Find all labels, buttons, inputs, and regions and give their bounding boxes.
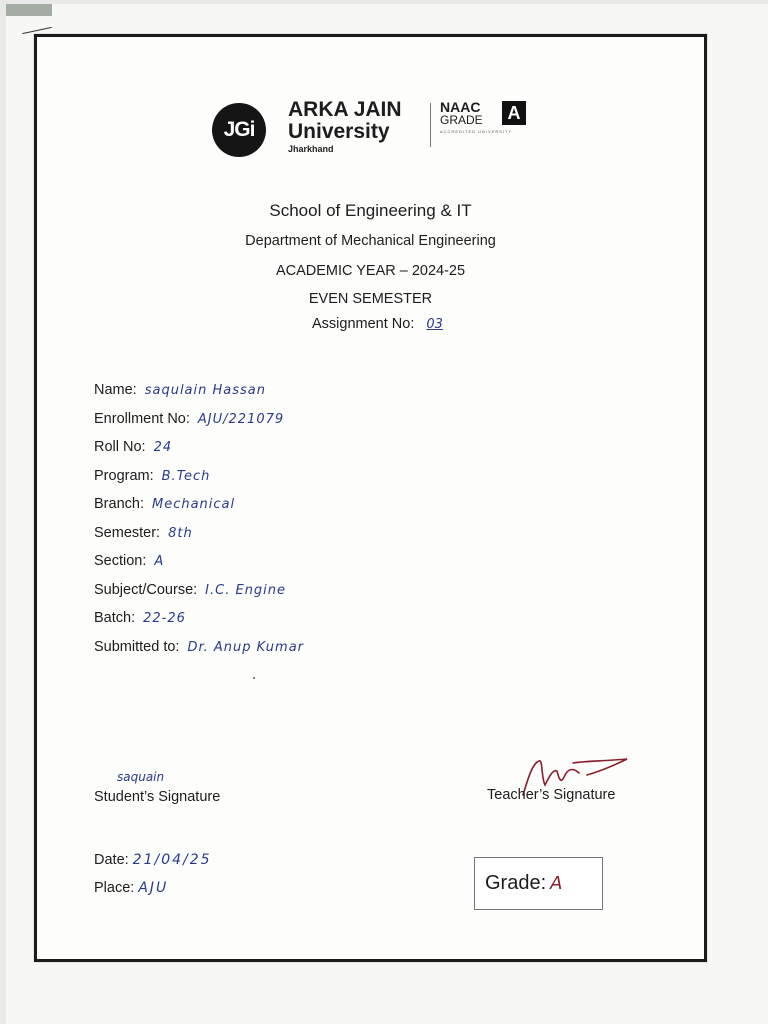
university-name-line1: ARKA JAIN (288, 98, 402, 121)
date-label: Date: (94, 852, 129, 868)
semester-type: EVEN SEMESTER (308, 291, 433, 307)
naac-label: NAAC (440, 99, 481, 115)
field-enrollment (94, 411, 304, 440)
naac-badge (440, 99, 521, 134)
university-state: Jharkhand (288, 144, 334, 154)
assignment-number: 03 (426, 317, 443, 332)
grade-box (474, 857, 603, 910)
assignment-label: Assignment No: (312, 316, 415, 332)
field-label: Submitted to: (94, 638, 180, 655)
cover-page-border (34, 34, 707, 962)
field-value: 24 (153, 440, 173, 455)
department-title: Department of Mechanical Engineering (245, 233, 496, 249)
date-value: 21/04/25 (132, 852, 212, 868)
field-batch (94, 610, 304, 639)
grade-label: Grade: (485, 872, 547, 894)
field-roll-no (94, 439, 304, 468)
field-submitted-to (94, 639, 304, 668)
field-value: Dr. Anup Kumar (187, 639, 305, 655)
stray-dot (253, 677, 255, 679)
academic-year: ACADEMIC YEAR – 2024-25 (275, 263, 466, 279)
field-program (94, 468, 304, 497)
university-logo-block (212, 99, 542, 169)
field-label: Batch: (94, 610, 136, 626)
field-value: I.C. Engine (205, 582, 287, 598)
naac-grade-label: GRADE (440, 113, 483, 127)
field-value: 22-26 (143, 611, 186, 626)
student-signature-handwriting: saquain (117, 770, 165, 784)
field-label: Roll No: (94, 439, 146, 455)
field-value: Mechanical (151, 497, 236, 512)
date-field (94, 852, 212, 868)
field-value: saqulain Hassan (144, 383, 267, 398)
place-label: Place: (94, 880, 135, 896)
student-signature-label: Student’s Signature (94, 789, 221, 805)
field-semester (94, 525, 304, 554)
naac-tagline: ACCREDITED UNIVERSITY (440, 129, 513, 134)
logo-divider (430, 103, 431, 147)
naac-grade-icon (502, 101, 526, 125)
field-value: A (154, 554, 165, 569)
field-label: Section: (94, 553, 147, 569)
paper-sheet (6, 4, 768, 1024)
field-value: 8th (168, 525, 193, 541)
field-label: Semester: (94, 524, 161, 541)
assignment-number-line (312, 316, 443, 332)
field-label: Branch: (94, 496, 144, 512)
field-label: Enrollment No: (94, 410, 190, 427)
grade-value: A (550, 873, 563, 894)
place-value: AJU (138, 880, 169, 896)
teacher-signature-label: Teacher’s Signature (487, 787, 616, 803)
naac-grade-value: A (507, 102, 521, 123)
field-branch (94, 496, 304, 525)
field-section (94, 553, 304, 582)
jgi-logo-icon (212, 103, 266, 157)
field-label: Program: (94, 467, 154, 484)
field-name (94, 382, 304, 411)
university-name-line2: University (288, 120, 390, 143)
school-title: School of Engineering & IT (269, 201, 472, 220)
field-value: AJU/221079 (197, 411, 285, 427)
jgi-logo-text: JGi (223, 118, 255, 141)
field-label: Subject/Course: (94, 581, 198, 598)
university-name (288, 99, 402, 155)
field-subject (94, 582, 304, 611)
scan-edge-mark (6, 4, 52, 16)
field-label: Name: (94, 382, 137, 398)
student-details (94, 382, 304, 667)
place-field (94, 880, 168, 896)
field-value: B.Tech (161, 468, 211, 484)
